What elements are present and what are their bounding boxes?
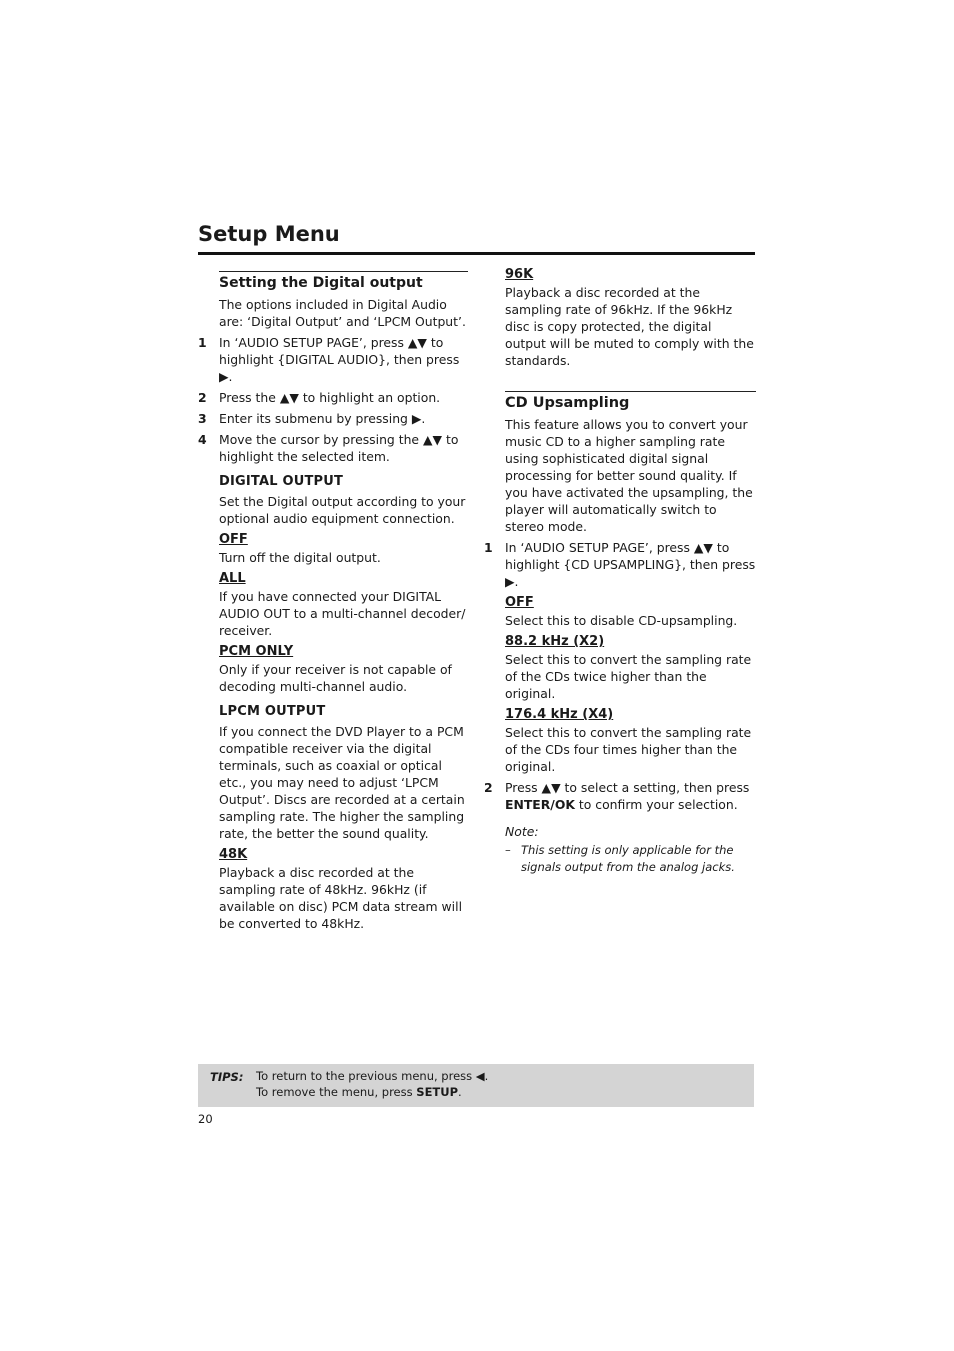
step-item [198, 410, 468, 427]
spacer [484, 373, 756, 391]
option-desc: Playback a disc recorded at the sampling rate of 48kHz. 96kHz (if available on disc) PCM data stream will be converted to 48kHz. [219, 865, 463, 931]
option-label-off: OFF [505, 595, 534, 610]
option-label-96k: 96K [505, 267, 534, 282]
note-text: This setting is only applicable for the signals output from the analog jacks. [521, 843, 735, 874]
tips-line-2 [256, 1085, 462, 1099]
setup-key: SETUP [416, 1085, 459, 1099]
step-text: Enter its submenu by pressing ▶. [219, 411, 426, 426]
option-label-48k: 48K [219, 847, 248, 862]
step-item [198, 431, 468, 465]
step-number: 1 [198, 335, 207, 350]
cd-upsampling-intro: This feature allows you to convert your music CD to a higher sampling rate using sophisticated digital signal processing for better sound quality. If you have activated the upsampling, the player will automatically switch to stereo mode. [505, 417, 753, 534]
step-text: In ‘AUDIO SETUP PAGE’, press ▲▼ to highlight {CD UPSAMPLING}, then press ▶. [505, 540, 756, 589]
option-label-all: ALL [219, 571, 246, 586]
step-text-pre: Press ▲▼ to select a setting, then press [505, 780, 750, 795]
option-desc: Only if your receiver is not capable of decoding multi-channel audio. [219, 662, 452, 694]
tips-label: TIPS: [210, 1070, 244, 1084]
digital-output-heading: DIGITAL OUTPUT [219, 474, 344, 489]
step-number: 1 [484, 540, 493, 555]
step-number: 2 [198, 390, 207, 405]
section-title-cd-upsampling: CD Upsampling [505, 391, 756, 412]
step-text: Press the ▲▼ to highlight an option. [219, 390, 441, 405]
left-column [198, 271, 468, 936]
page-number: 20 [198, 1112, 213, 1126]
option-desc: Select this to convert the sampling rate of the CDs twice higher than the original. [505, 652, 752, 701]
step-item [198, 389, 468, 406]
lpcm-output-desc: If you connect the DVD Player to a PCM compatible receiver via the digital terminals, such as coaxial or optical etc., you may need to adjust ‘LPCM Output’. Discs are recorded at a certain sampling rate. The higher the sampling rate, the better the sound quality. [219, 724, 465, 841]
title-rule [198, 252, 755, 255]
option-label-88khz: 88.2 kHz (X2) [505, 634, 605, 649]
intro-text: The options included in Digital Audio are: ‘Digital Output’ and ‘LPCM Output’. [219, 297, 466, 329]
step-number: 2 [484, 780, 493, 795]
tips-line-1: To return to the previous menu, press ◀. [256, 1069, 489, 1083]
lpcm-output-heading: LPCM OUTPUT [219, 704, 326, 719]
step-item [484, 539, 756, 590]
step-number: 3 [198, 411, 207, 426]
page-title: Setup Menu [198, 222, 340, 246]
digital-output-desc: Set the Digital output according to your optional audio equipment connection. [219, 494, 466, 526]
step-text [505, 779, 756, 813]
step-number: 4 [198, 432, 207, 447]
option-desc: Select this to disable CD-upsampling. [505, 613, 738, 628]
option-desc: Select this to convert the sampling rate of the CDs four times higher than the original. [505, 725, 752, 774]
note-dash: – [505, 843, 511, 857]
step-text: Move the cursor by pressing the ▲▼ to highlight the selected item. [219, 432, 459, 464]
option-desc: Turn off the digital output. [219, 550, 381, 565]
tips-line-2-post: . [458, 1085, 462, 1099]
option-label-pcm-only: PCM ONLY [219, 644, 294, 659]
tips-box [198, 1064, 754, 1107]
option-desc: If you have connected your DIGITAL AUDIO OUT to a multi-channel decoder/ receiver. [219, 589, 466, 638]
section-title-digital-output: Setting the Digital output [219, 271, 468, 292]
step-item [198, 334, 468, 385]
option-label-off: OFF [219, 532, 248, 547]
tips-line-2-pre: To remove the menu, press [256, 1085, 417, 1099]
option-label-176khz: 176.4 kHz (X4) [505, 707, 614, 722]
step-text-post: to confirm your selection. [574, 797, 738, 812]
right-column [484, 266, 756, 876]
note-label: Note: [505, 824, 539, 839]
option-desc: Playback a disc recorded at the sampling rate of 96kHz. If the 96kHz disc is copy protected, the digital output will be muted to comply with the standards. [505, 285, 754, 368]
step-item [484, 779, 756, 813]
note-item [505, 842, 756, 876]
enter-ok-key: ENTER/OK [505, 797, 575, 812]
step-text: In ‘AUDIO SETUP PAGE’, press ▲▼ to highlight {DIGITAL AUDIO}, then press ▶. [219, 335, 460, 384]
